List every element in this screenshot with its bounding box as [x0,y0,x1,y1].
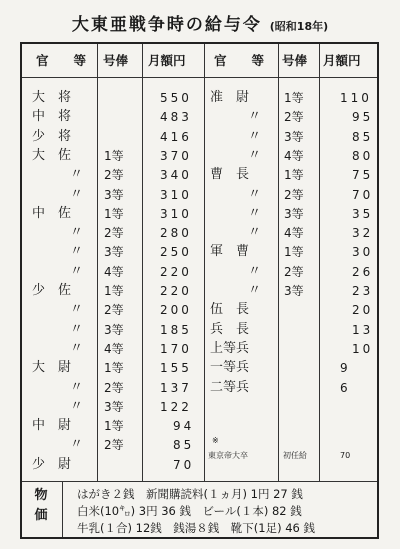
amount-cell: 30 [352,245,374,260]
prices-label-divider [62,481,63,537]
grade-cell: 1等 [284,168,304,183]
grade-cell: 1等 [104,284,124,298]
amount-cell: 110 [340,91,372,105]
note-grade: 初任給 [283,451,307,460]
rank-cell: 准 尉 [210,90,250,105]
grade-cell: 1等 [104,361,124,376]
amount-cell: 94 [173,419,195,434]
rank-cell: 〃 [248,109,262,125]
rank-cell: 軍 曹 [210,244,250,260]
column-header-rank: 官 等 [36,53,87,68]
rank-cell: 少 佐 [32,283,72,298]
prices-label-char: 価 [34,508,48,523]
grade-cell: 2等 [104,303,124,318]
grade-cell: 1等 [104,419,124,434]
rank-cell: 〃 [248,128,262,144]
rank-cell: 中 佐 [32,205,72,221]
grade-cell: 3等 [104,187,124,202]
header-divider [22,77,377,78]
rank-cell: 〃 [70,321,84,337]
rank-cell: 〃 [70,167,84,183]
amount-cell: 310 [160,187,192,202]
page-title [0,10,400,35]
amount-cell: 32 [352,226,374,241]
rank-cell: 大 将 [32,90,72,105]
amount-cell: 137 [160,380,192,395]
grade-cell: 2等 [104,438,124,453]
column-divider [142,44,143,481]
amount-cell: 85 [352,129,374,144]
grade-cell: 3等 [284,129,304,144]
grade-cell: 2等 [104,226,124,241]
note-label: 東京帝大卒 [208,451,248,460]
column-header-monthly: 月額円 [323,53,361,68]
column-divider [97,44,98,481]
rank-cell: 〃 [70,225,84,241]
grade-cell: 3等 [104,245,124,260]
column-header-grade: 号俸 [103,53,129,68]
grade-cell: 2等 [104,168,124,183]
rank-cell: 兵 長 [210,321,250,337]
amount-cell: 13 [352,322,374,337]
amount-cell: 310 [160,206,192,221]
grade-cell: 4等 [284,148,304,163]
column-header-rank: 官 等 [214,53,265,68]
amount-cell: 185 [160,322,192,337]
prices-divider [22,481,377,482]
column-divider [319,44,320,481]
amount-cell: 220 [160,284,192,298]
rank-cell: 〃 [70,263,84,279]
rank-cell: 大 尉 [32,360,72,376]
grade-cell: 4等 [284,226,304,241]
amount-cell: 95 [352,110,374,125]
rank-cell: 中 尉 [32,418,72,434]
amount-cell: 416 [160,129,192,144]
rank-cell: 曹 長 [210,167,250,183]
rank-cell: 一等兵 [210,360,250,376]
salary-table [20,42,379,539]
grade-cell: 3等 [284,206,304,221]
grade-cell: 3等 [104,399,124,414]
amount-cell: 280 [160,226,192,241]
title-year: (昭和18年) [269,20,329,33]
grade-cell: 4等 [104,341,124,356]
grade-cell: 1等 [284,245,304,260]
column-header-monthly: 月額円 [148,53,186,68]
amount-cell: 9 [340,361,351,376]
grade-cell: 2等 [284,110,304,125]
amount-cell: 370 [160,148,192,163]
amount-cell: 20 [352,303,374,318]
price-line: 牛乳(１合) 12銭 銭湯８銭 靴下(1足) 46 銭 [77,521,315,535]
grade-cell: 3等 [104,322,124,337]
amount-cell: 155 [160,361,192,376]
rank-cell: 〃 [70,244,84,260]
rank-cell: 伍 長 [210,302,250,318]
column-divider [204,44,205,481]
prices-label-char: 物 [34,488,48,503]
rank-cell: 二等兵 [210,379,250,395]
grade-cell: 1等 [284,91,304,105]
grade-cell: 1等 [104,148,124,163]
rank-cell: 〃 [248,225,262,241]
grade-cell: 3等 [284,284,304,298]
amount-cell: 85 [173,438,195,453]
grade-cell: 2等 [104,380,124,395]
amount-cell: 80 [352,148,374,163]
grade-cell: 2等 [284,264,304,279]
rank-cell: 〃 [70,379,84,395]
amount-cell: 70 [352,187,374,202]
amount-cell: 10 [352,341,374,356]
rank-cell: 大 佐 [32,147,72,163]
amount-cell: 340 [160,168,192,183]
rank-cell: 〃 [70,302,84,318]
rank-cell: 〃 [248,186,262,202]
amount-cell: 200 [160,303,192,318]
amount-cell: 26 [352,264,374,279]
grade-cell: 4等 [104,264,124,279]
grade-cell: 1等 [104,206,124,221]
rank-cell: 〃 [248,283,262,298]
note-amount: 70 [340,451,351,460]
rank-cell: 〃 [248,147,262,163]
amount-cell: 35 [352,206,374,221]
column-header-grade: 号俸 [282,53,308,68]
grade-cell: 2等 [284,187,304,202]
rank-cell: 〃 [70,437,84,453]
amount-cell: 122 [160,399,192,414]
amount-cell: 483 [160,110,192,125]
amount-cell: 70 [173,457,195,472]
column-divider [278,44,279,481]
title-text: 大東亜戦争時の給与令 [71,15,262,35]
rank-cell: 〃 [70,398,84,414]
rank-cell: 少 将 [32,128,72,144]
amount-cell: 220 [160,264,192,279]
rank-cell: 少 尉 [32,456,72,472]
price-line: はがき２銭 新聞購読料(１ヵ月) 1円 27 銭 [77,487,303,501]
note-mark: ※ [212,436,219,445]
amount-cell: 75 [352,168,374,183]
amount-cell: 170 [160,341,192,356]
rank-cell: 〃 [70,340,84,356]
amount-cell: 6 [340,380,351,395]
price-line: 白米(10㌔) 3円 36 銭 ビール(１本) 82 銭 [77,504,302,518]
rank-cell: 〃 [70,186,84,202]
rank-cell: 〃 [248,205,262,221]
rank-cell: 中 将 [32,109,72,125]
rank-cell: 上等兵 [210,340,250,356]
amount-cell: 550 [160,91,192,105]
amount-cell: 250 [160,245,192,260]
amount-cell: 23 [352,284,374,298]
rank-cell: 〃 [248,263,262,279]
prices-label [32,486,50,526]
